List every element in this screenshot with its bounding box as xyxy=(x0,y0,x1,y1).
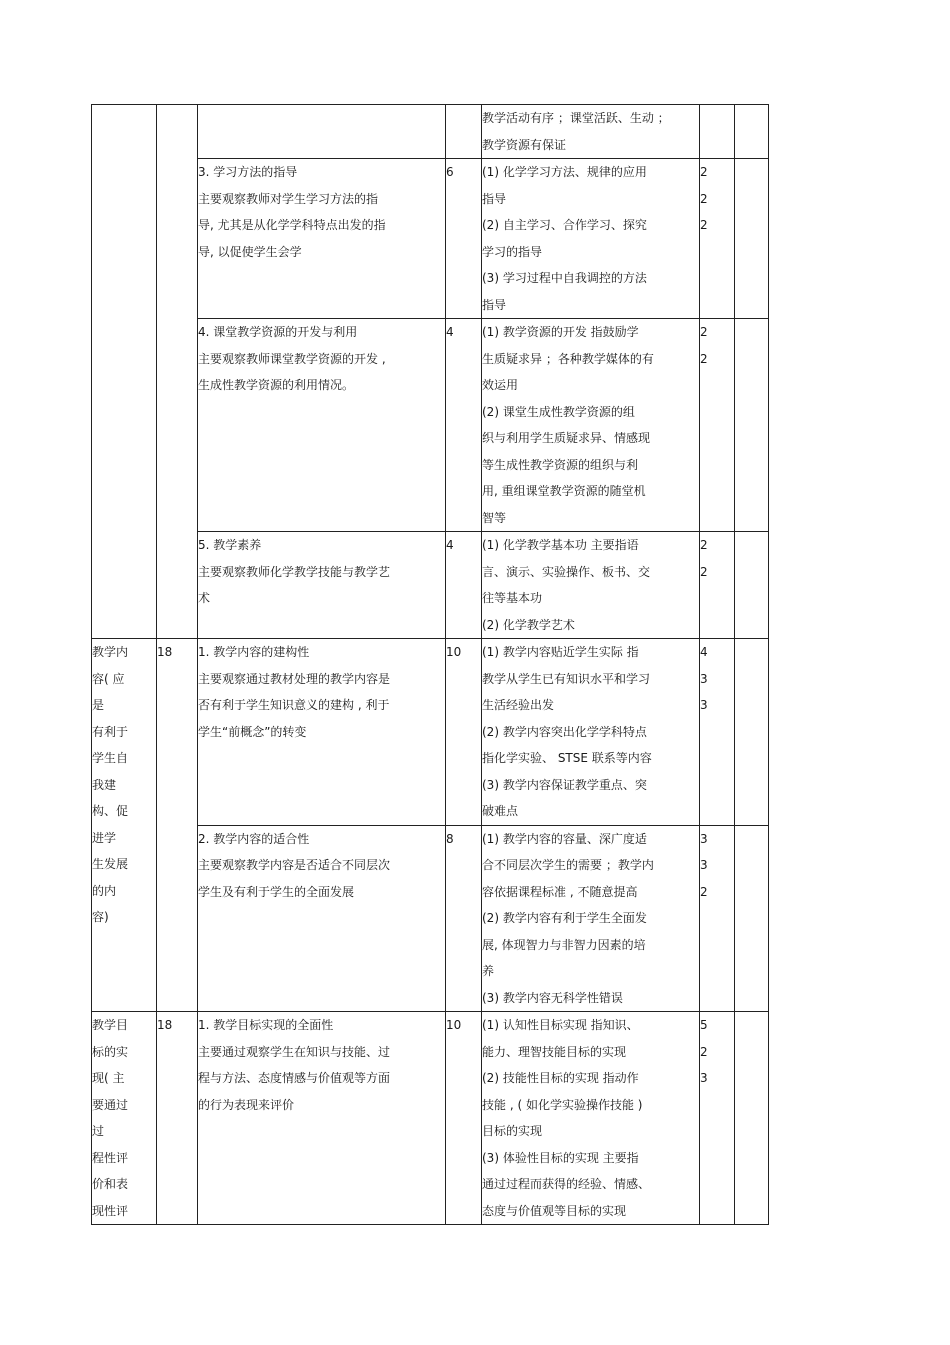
item-text: 4. 课堂教学资源的开发与利用 xyxy=(198,325,358,339)
criteria-text: 合不同层次学生的需要 ；教学内 xyxy=(482,858,654,872)
category-text: 我建 xyxy=(92,777,117,792)
category-text: 教学内 xyxy=(92,645,129,659)
category-text: 价和表 xyxy=(92,1177,129,1191)
criteria-text: (1) 教学内容的容量、深广度适 xyxy=(482,831,647,846)
criteria-text: (2) 技能性目标的实现 指动作 xyxy=(482,1071,639,1085)
criteria-text: (3) 教学内容保证教学重点、突 xyxy=(482,777,647,792)
score-cell xyxy=(735,639,769,826)
points-cell xyxy=(446,105,482,159)
criteria-text: 生活经验出发 xyxy=(482,698,555,712)
sub-score: 2 xyxy=(700,191,708,206)
criteria-text: (2) 化学教学艺术 xyxy=(482,617,575,632)
category-text: 过 xyxy=(92,1124,105,1138)
score-cell xyxy=(735,319,769,532)
criteria-cell xyxy=(482,825,700,1012)
sub-score-cell xyxy=(700,639,735,826)
points-cell: 4 xyxy=(446,532,482,639)
category-text: 有利于 xyxy=(92,724,129,739)
points-cell: 10 xyxy=(446,639,482,826)
criteria-text: 等生成性教学资源的组织与利 xyxy=(482,457,639,472)
criteria-text: (1) 教学内容贴近学生实际 指 xyxy=(482,645,639,659)
criteria-text: (1) 认知性目标实现 指知识、 xyxy=(482,1018,639,1032)
criteria-text: 生质疑求异 ；各种教学媒体的有 xyxy=(482,351,654,366)
item-text: 学生“前概念”的转变 xyxy=(198,724,307,739)
category-cell xyxy=(92,1012,157,1225)
sub-score: 5 xyxy=(700,1018,708,1032)
table-row xyxy=(92,639,769,826)
criteria-text: 用, 重组课堂教学资源的随堂机 xyxy=(482,484,646,498)
criteria-text: (2) 课堂生成性教学资源的组 xyxy=(482,404,635,419)
criteria-cell xyxy=(482,319,700,532)
criteria-text: (1) 教学资源的开发 指鼓励学 xyxy=(482,325,639,339)
item-cell xyxy=(198,1012,446,1225)
item-text: 术 xyxy=(198,591,211,605)
score-cell xyxy=(735,532,769,639)
table-row xyxy=(92,105,769,159)
sub-score: 4 xyxy=(700,645,708,659)
criteria-text: (2) 教学内容突出化学学科特点 xyxy=(482,724,647,739)
item-text: 主要观察教师化学教学技能与教学艺 xyxy=(198,564,391,579)
table-row xyxy=(92,1012,769,1225)
item-text: 3. 学习方法的指导 xyxy=(198,165,298,179)
criteria-text: (1) 化学学习方法、规律的应用 xyxy=(482,165,647,179)
item-text: 导, 以促使学生会学 xyxy=(198,244,302,259)
criteria-text: 通过过程而获得的经验、情感、 xyxy=(482,1177,651,1191)
sub-score-cell xyxy=(700,825,735,1012)
sub-score-cell xyxy=(700,105,735,159)
category-text: 现( 主 xyxy=(92,1071,125,1085)
item-text: 1. 教学目标实现的全面性 xyxy=(198,1018,334,1032)
criteria-text: 教学活动有序 ；课堂活跃、生动 ； xyxy=(482,111,670,125)
criteria-text: 态度与价值观等目标的实现 xyxy=(482,1203,627,1218)
item-text: 主要通过观察学生在知识与技能、过 xyxy=(198,1044,391,1059)
criteria-text: 破难点 xyxy=(482,804,519,818)
category-text: 容( 应 xyxy=(92,671,125,686)
criteria-cell xyxy=(482,532,700,639)
category-cell xyxy=(92,105,157,639)
points-cell: 8 xyxy=(446,825,482,1012)
criteria-text: 往等基本功 xyxy=(482,591,543,605)
sub-score: 2 xyxy=(700,538,708,552)
item-text: 主要观察通过教材处理的教学内容是 xyxy=(198,671,391,686)
sub-score: 3 xyxy=(700,698,708,712)
criteria-cell xyxy=(482,639,700,826)
category-text: 是 xyxy=(92,698,105,712)
sub-score: 2 xyxy=(700,165,708,179)
item-text: 2. 教学内容的适合性 xyxy=(198,831,310,846)
item-text: 主要观察教师对学生学习方法的指 xyxy=(198,191,379,206)
item-text: 1. 教学内容的建构性 xyxy=(198,645,310,659)
score-cell xyxy=(735,105,769,159)
category-text: 现性评 xyxy=(92,1203,129,1218)
points-cell: 6 xyxy=(446,159,482,319)
sub-score: 2 xyxy=(700,325,708,339)
criteria-text: 教学从学生已有知识水平和学习 xyxy=(482,671,651,686)
evaluation-table-body xyxy=(92,105,769,1225)
criteria-text: 指化学实验、 STSE 联系等内容 xyxy=(482,751,652,765)
criteria-cell xyxy=(482,105,700,159)
score-cell xyxy=(735,159,769,319)
criteria-text: 言、演示、实验操作、板书、交 xyxy=(482,564,651,579)
sub-score-cell xyxy=(700,532,735,639)
sub-score: 2 xyxy=(700,564,708,579)
sub-score: 3 xyxy=(700,1071,708,1085)
criteria-text: 技能 , ( 如化学实验操作技能 ) xyxy=(482,1097,643,1112)
item-text: 程与方法、态度情感与价值观等方面 xyxy=(198,1071,391,1085)
item-text: 主要观察教学内容是否适合不同层次 xyxy=(198,858,391,872)
item-cell xyxy=(198,105,446,159)
sub-score: 2 xyxy=(700,218,708,232)
item-text: 5. 教学素养 xyxy=(198,538,262,552)
evaluation-table xyxy=(91,104,769,1225)
sub-score-cell xyxy=(700,159,735,319)
score-cell xyxy=(735,1012,769,1225)
weight-cell xyxy=(157,105,198,639)
score-cell xyxy=(735,825,769,1012)
sub-score: 3 xyxy=(700,831,708,846)
criteria-text: 目标的实现 xyxy=(482,1124,543,1138)
item-text: 学生及有利于学生的全面发展 xyxy=(198,884,355,899)
category-text: 标的实 xyxy=(92,1044,129,1059)
category-text: 学生自 xyxy=(92,751,129,765)
criteria-text: 养 xyxy=(482,964,495,978)
item-cell xyxy=(198,825,446,1012)
category-text: 进学 xyxy=(92,830,117,845)
category-text: 要通过 xyxy=(92,1097,129,1112)
sub-score-cell xyxy=(700,319,735,532)
category-text: 程性评 xyxy=(92,1150,129,1165)
criteria-text: 指导 xyxy=(482,297,507,312)
item-cell xyxy=(198,532,446,639)
criteria-text: 容依据课程标准 , 不随意提高 xyxy=(482,884,638,899)
criteria-text: 效运用 xyxy=(482,378,519,392)
criteria-text: 智等 xyxy=(482,510,507,525)
points-cell: 10 xyxy=(446,1012,482,1225)
category-cell xyxy=(92,639,157,1012)
criteria-text: (3) 体验性目标的实现 主要指 xyxy=(482,1150,639,1165)
criteria-text: (3) 学习过程中自我调控的方法 xyxy=(482,271,647,285)
item-text: 主要观察教师课堂教学资源的开发 , xyxy=(198,351,386,366)
criteria-text: 指导 xyxy=(482,191,507,206)
category-text: 生发展 xyxy=(92,857,129,871)
sub-score: 3 xyxy=(700,671,708,686)
item-cell xyxy=(198,159,446,319)
category-text: 教学目 xyxy=(92,1018,129,1032)
criteria-text: 展, 体现智力与非智力因素的培 xyxy=(482,937,646,952)
criteria-text: 能力、理智技能目标的实现 xyxy=(482,1044,627,1059)
criteria-text: (2) 教学内容有利于学生全面发 xyxy=(482,911,647,925)
category-text: 的内 xyxy=(92,883,117,898)
points-cell: 4 xyxy=(446,319,482,532)
sub-score: 2 xyxy=(700,1044,708,1059)
item-text: 导, 尤其是从化学学科特点出发的指 xyxy=(198,218,386,232)
sub-score: 2 xyxy=(700,884,708,899)
sub-score: 2 xyxy=(700,351,708,366)
weight-cell: 18 xyxy=(157,639,198,1012)
criteria-text: (1) 化学教学基本功 主要指语 xyxy=(482,538,639,552)
criteria-cell xyxy=(482,159,700,319)
item-cell xyxy=(198,319,446,532)
criteria-text: (3) 教学内容无科学性错误 xyxy=(482,990,623,1005)
criteria-text: 织与利用学生质疑求异、情感现 xyxy=(482,431,651,445)
item-cell xyxy=(198,639,446,826)
criteria-cell xyxy=(482,1012,700,1225)
item-text: 生成性教学资源的利用情况。 xyxy=(198,378,355,392)
criteria-text: (2) 自主学习、合作学习、探究 xyxy=(482,218,647,232)
weight-cell: 18 xyxy=(157,1012,198,1225)
criteria-text: 学习的指导 xyxy=(482,244,543,259)
sub-score-cell xyxy=(700,1012,735,1225)
criteria-text: 教学资源有保证 xyxy=(482,137,567,152)
sub-score: 3 xyxy=(700,858,708,872)
category-text: 构、促 xyxy=(92,804,129,818)
item-text: 否有利于学生知识意义的建构 , 利于 xyxy=(198,698,390,712)
category-text: 容) xyxy=(92,910,109,924)
item-text: 的行为表现来评价 xyxy=(198,1097,295,1112)
